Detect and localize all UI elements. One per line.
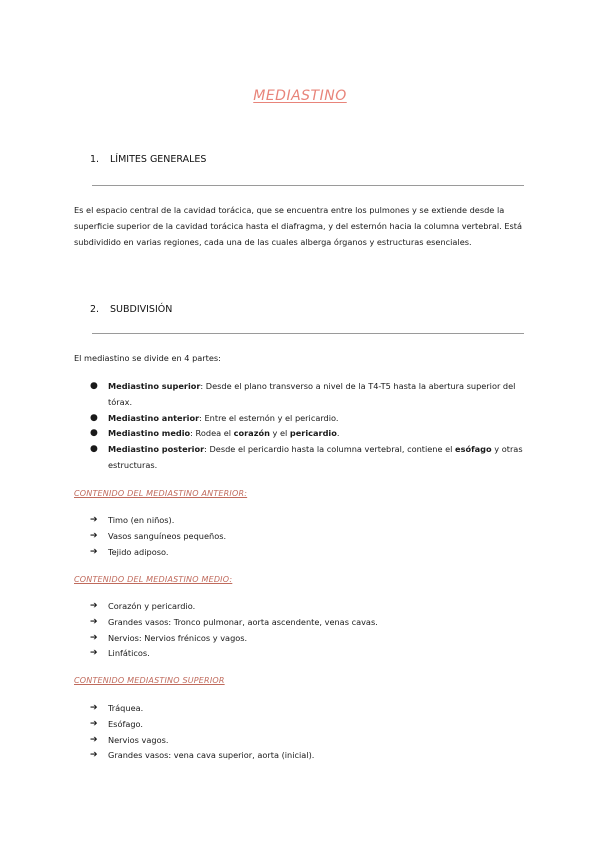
arrow-icon: ➔ — [90, 515, 98, 525]
list-item: ● Mediastino posterior: Desde el pericardio hasta la columna vertebral, contiene el esófago y otras estructuras. — [90, 444, 523, 470]
arrow-icon: ➔ — [90, 734, 98, 745]
list-item: ➔ Tráquea. — [90, 701, 530, 717]
term: Mediastino anterior — [108, 412, 200, 423]
list-item: ➔ Grandes vasos: vena cava superior, aorta (inicial). — [90, 748, 530, 764]
subheading-superior: CONTENIDO MEDIASTINO SUPERIOR — [74, 676, 225, 685]
section-title: SUBDIVISIÓN — [110, 304, 173, 315]
list-item: ➔ Grandes vasos: Tronco pulmonar, aorta ascendente, venas cavas. — [90, 615, 530, 631]
subheading-medio: CONTENIDO DEL MEDIASTINO MEDIO: — [74, 575, 233, 584]
arrow-icon: ➔ — [90, 648, 98, 659]
section-title: LÍMITES GENERALES — [110, 154, 207, 165]
subdivision-list — [90, 379, 530, 474]
page-title: MEDIASTINO — [253, 88, 347, 104]
subdivision-intro: El mediastino se divide en 4 partes: — [74, 353, 221, 363]
list-item: ➔ Timo (en niños). — [90, 513, 530, 529]
list-item: ➔ Nervios: Nervios frénicos y vagos. — [90, 631, 530, 647]
description: Entre el esternón y el pericardio. — [204, 412, 339, 423]
section-heading-subdivision — [90, 304, 172, 315]
arrow-icon: ➔ — [90, 718, 98, 729]
bullet-icon: ● — [90, 412, 98, 423]
arrow-icon: ➔ — [90, 546, 98, 557]
list-item: ➔ Tejido adiposo. — [90, 545, 530, 561]
section-divider — [92, 333, 524, 334]
list-item: ➔ Nervios vagos. — [90, 733, 530, 749]
section-divider — [92, 185, 524, 186]
term: Mediastino superior — [108, 381, 201, 391]
arrow-icon: ➔ — [90, 616, 98, 627]
list-item: ➔ Vasos sanguíneos pequeños. — [90, 529, 530, 545]
list-item: ➔ Linfáticos. — [90, 646, 530, 662]
bullet-icon: ● — [90, 444, 98, 455]
list-item: ➔ Corazón y pericardio. — [90, 599, 530, 615]
arrow-icon: ➔ — [90, 530, 98, 541]
section-number: 1. — [90, 154, 100, 165]
arrow-icon: ➔ — [90, 750, 98, 761]
description: Desde el plano transverso a nivel de la T4-T5 hasta la abertura superior del tórax. — [108, 381, 516, 407]
arrow-icon: ➔ — [90, 703, 98, 713]
section-number: 2. — [90, 304, 100, 315]
superior-list — [90, 701, 530, 764]
bullet-icon: ● — [90, 381, 98, 391]
medio-list — [90, 599, 530, 662]
section-heading-limites — [90, 154, 206, 165]
list-item: ● Mediastino medio: Rodea el corazón y el pericardio. — [90, 426, 530, 442]
term: Mediastino medio — [108, 428, 191, 439]
list-item: ➔ Esófago. — [90, 717, 530, 733]
arrow-icon: ➔ — [90, 601, 98, 611]
arrow-icon: ➔ — [90, 632, 98, 643]
subheading-anterior: CONTENIDO DEL MEDIASTINO ANTERIOR: — [74, 489, 248, 498]
list-item: ● Mediastino anterior: Entre el esternón y el pericardio. — [90, 411, 530, 427]
bullet-icon: ● — [90, 428, 98, 439]
term: Mediastino posterior — [108, 444, 205, 455]
limites-paragraph: Es el espacio central de la cavidad torácica, que se encuentra entre los pulmones y se extiende desde la superficie superior de la cavidad torácica hasta el diafragma, y del esternón hacia la columna vertebral. Está subdividido en varias regiones, cada una de las cuales alberga órganos y estructuras esenciales. — [74, 205, 522, 247]
anterior-list — [90, 513, 530, 560]
list-item: ● Mediastino superior: Desde el plano transverso a nivel de la T4-T5 hasta la abertura superior del tórax. — [90, 381, 516, 407]
